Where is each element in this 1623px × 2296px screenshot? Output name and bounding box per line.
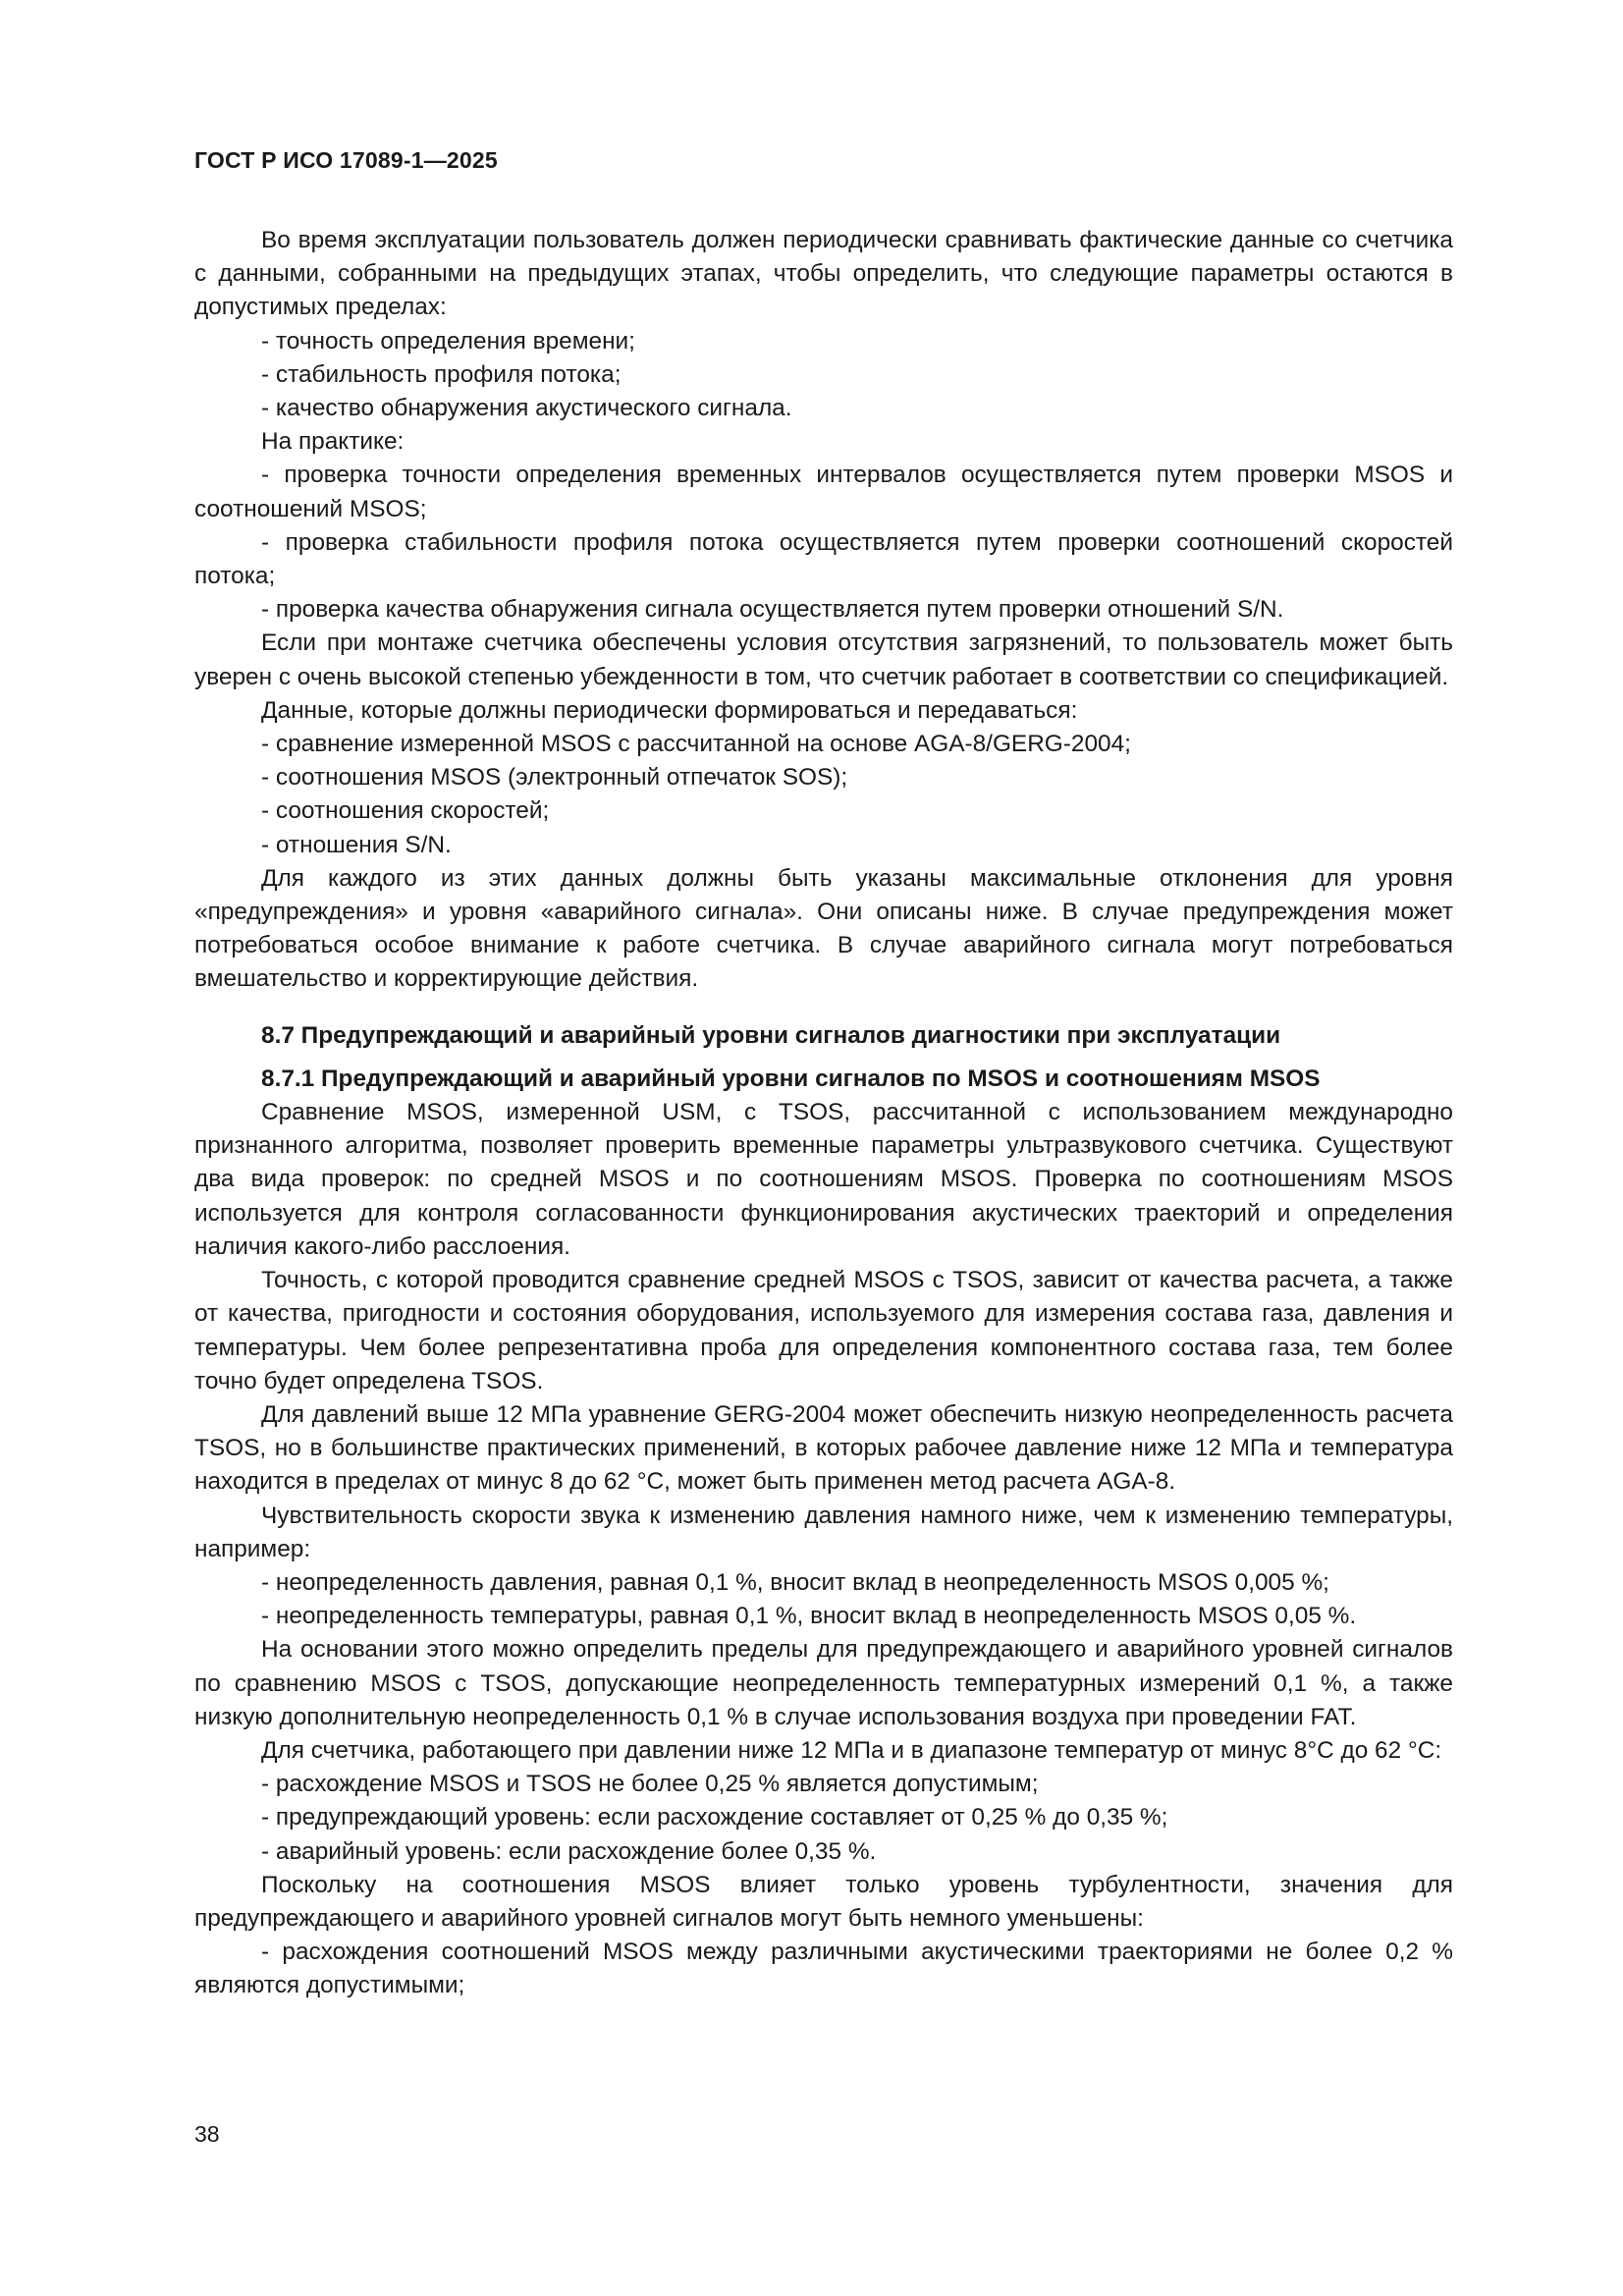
list-item: - расхождение MSOS и TSOS не более 0,25 % является допустимым;: [261, 1771, 1039, 1798]
page-number: 38: [194, 2121, 220, 2147]
paragraph: Для счетчика, работающего при давлении ниже 12 МПа и в диапазоне температур от минус 8°С до 62 °С:: [261, 1736, 1442, 1764]
paragraph: Поскольку на соотношения MSOS влияет только уровень турбулентности, значения для предупреждающего и аварийного уровней сигналов могут быть немного уменьшены:: [194, 1871, 1453, 1932]
paragraph: Сравнение MSOS, измеренной USM, с TSOS, рассчитанной с использованием международно признанного алгоритма, позволяет проверить временные параметры ультразвукового счетчика. Существуют два вида проверок: по средней MSOS и по соотношениям MSOS. Проверка по соотношениям MSOS используется для контроля согласованности функционирования акустических траекторий и определения наличия какого-либо расслоения.: [194, 1099, 1453, 1260]
paragraph: - проверка качества обнаружения сигнала осуществляется путем проверки отношений S/N.: [261, 596, 1284, 624]
paragraph: На основании этого можно определить пределы для предупреждающего и аварийного уровней сигналов по сравнению MSOS с TSOS, допускающие неопределенность температурных измерений 0,1 %, а также низкую дополнительную неопределенность 0,1 % в случае использования воздуха при проведении FAT.: [194, 1636, 1453, 1730]
paragraph: - проверка стабильности профиля потока осуществляется путем проверки соотношений скоростей потока;: [194, 528, 1453, 590]
list-item: - соотношения скоростей;: [261, 797, 550, 825]
paragraph: Для каждого из этих данных должны быть указаны максимальные отклонения для уровня «предупреждения» и уровня «аварийного сигнала». Они описаны ниже. В случае предупреждения может потребоваться особое внимание к работе счетчика. В случае аварийного сигнала могут потребоваться вмешательство и корректирующие действия.: [194, 864, 1453, 993]
list-item: - точность определения времени;: [261, 327, 635, 355]
list-item: - аварийный уровень: если расхождение более 0,35 %.: [261, 1837, 877, 1865]
document-body: [194, 224, 1453, 2003]
document-header: ГОСТ Р ИСО 17089-1—2025: [194, 147, 498, 173]
paragraph: Для давлений выше 12 МПа уравнение GERG-2004 может обеспечить низкую неопределенность расчета TSOS, но в большинстве практических применений, в которых рабочее давление ниже 12 МПа и температура находится в пределах от минус 8 до 62 °С, может быть применен метод расчета AGA-8.: [194, 1400, 1453, 1496]
paragraph: Если при монтаже счетчика обеспечены условия отсутствия загрязнений, то пользователь может быть уверен с очень высокой степенью убежденности в том, что счетчик работает в соответствии со спецификацией.: [194, 629, 1453, 690]
list-item: - отношения S/N.: [261, 831, 452, 858]
list-item: - неопределенность температуры, равная 0,1 %, вносит вклад в неопределенность MSOS 0,05 %.: [261, 1603, 1357, 1630]
paragraph: Во время эксплуатации пользователь должен периодически сравнивать фактические данные со счетчика с данными, собранными на предыдущих этапах, чтобы определить, что следующие параметры остаются в допустимых пределах:: [194, 227, 1453, 321]
list-item: - сравнение измеренной MSOS с рассчитанной на основе AGA-8/GERG-2004;: [261, 731, 1131, 758]
list-item: - стабильность профиля потока;: [261, 360, 622, 388]
section-heading: 8.7 Предупреждающий и аварийный уровни сигналов диагностики при эксплуатации: [261, 1021, 1281, 1049]
subsection-heading: 8.7.1 Предупреждающий и аварийный уровни сигналов по MSOS и соотношениям MSOS: [261, 1065, 1321, 1092]
paragraph: Чувствительность скорости звука к изменению давления намного ниже, чем к изменению температуры, например:: [194, 1502, 1453, 1562]
list-item: - качество обнаружения акустического сигнала.: [261, 395, 792, 422]
paragraph: - расхождения соотношений MSOS между различными акустическими траекториями не более 0,2 % являются допустимыми;: [194, 1939, 1453, 1999]
paragraph: На практике:: [261, 428, 405, 456]
list-item: - предупреждающий уровень: если расхождение составляет от 0,25 % до 0,35 %;: [261, 1804, 1168, 1831]
list-item: - соотношения MSOS (электронный отпечаток SOS);: [261, 764, 848, 792]
paragraph: Точность, с которой проводится сравнение средней MSOS с TSOS, зависит от качества расчета, а также от качества, пригодности и состояния оборудования, используемого для измерения состава газа, давления и температуры. Чем более репрезентативна проба для определения компонентного состава газа, тем более точно будет определена TSOS.: [194, 1267, 1453, 1394]
paragraph: Данные, которые должны периодически формироваться и передаваться:: [261, 696, 1078, 724]
paragraph: - проверка точности определения временных интервалов осуществляется путем проверки MSOS и соотношений MSOS;: [194, 462, 1453, 522]
list-item: - неопределенность давления, равная 0,1 %, вносит вклад в неопределенность MSOS 0,005 %;: [261, 1568, 1329, 1596]
